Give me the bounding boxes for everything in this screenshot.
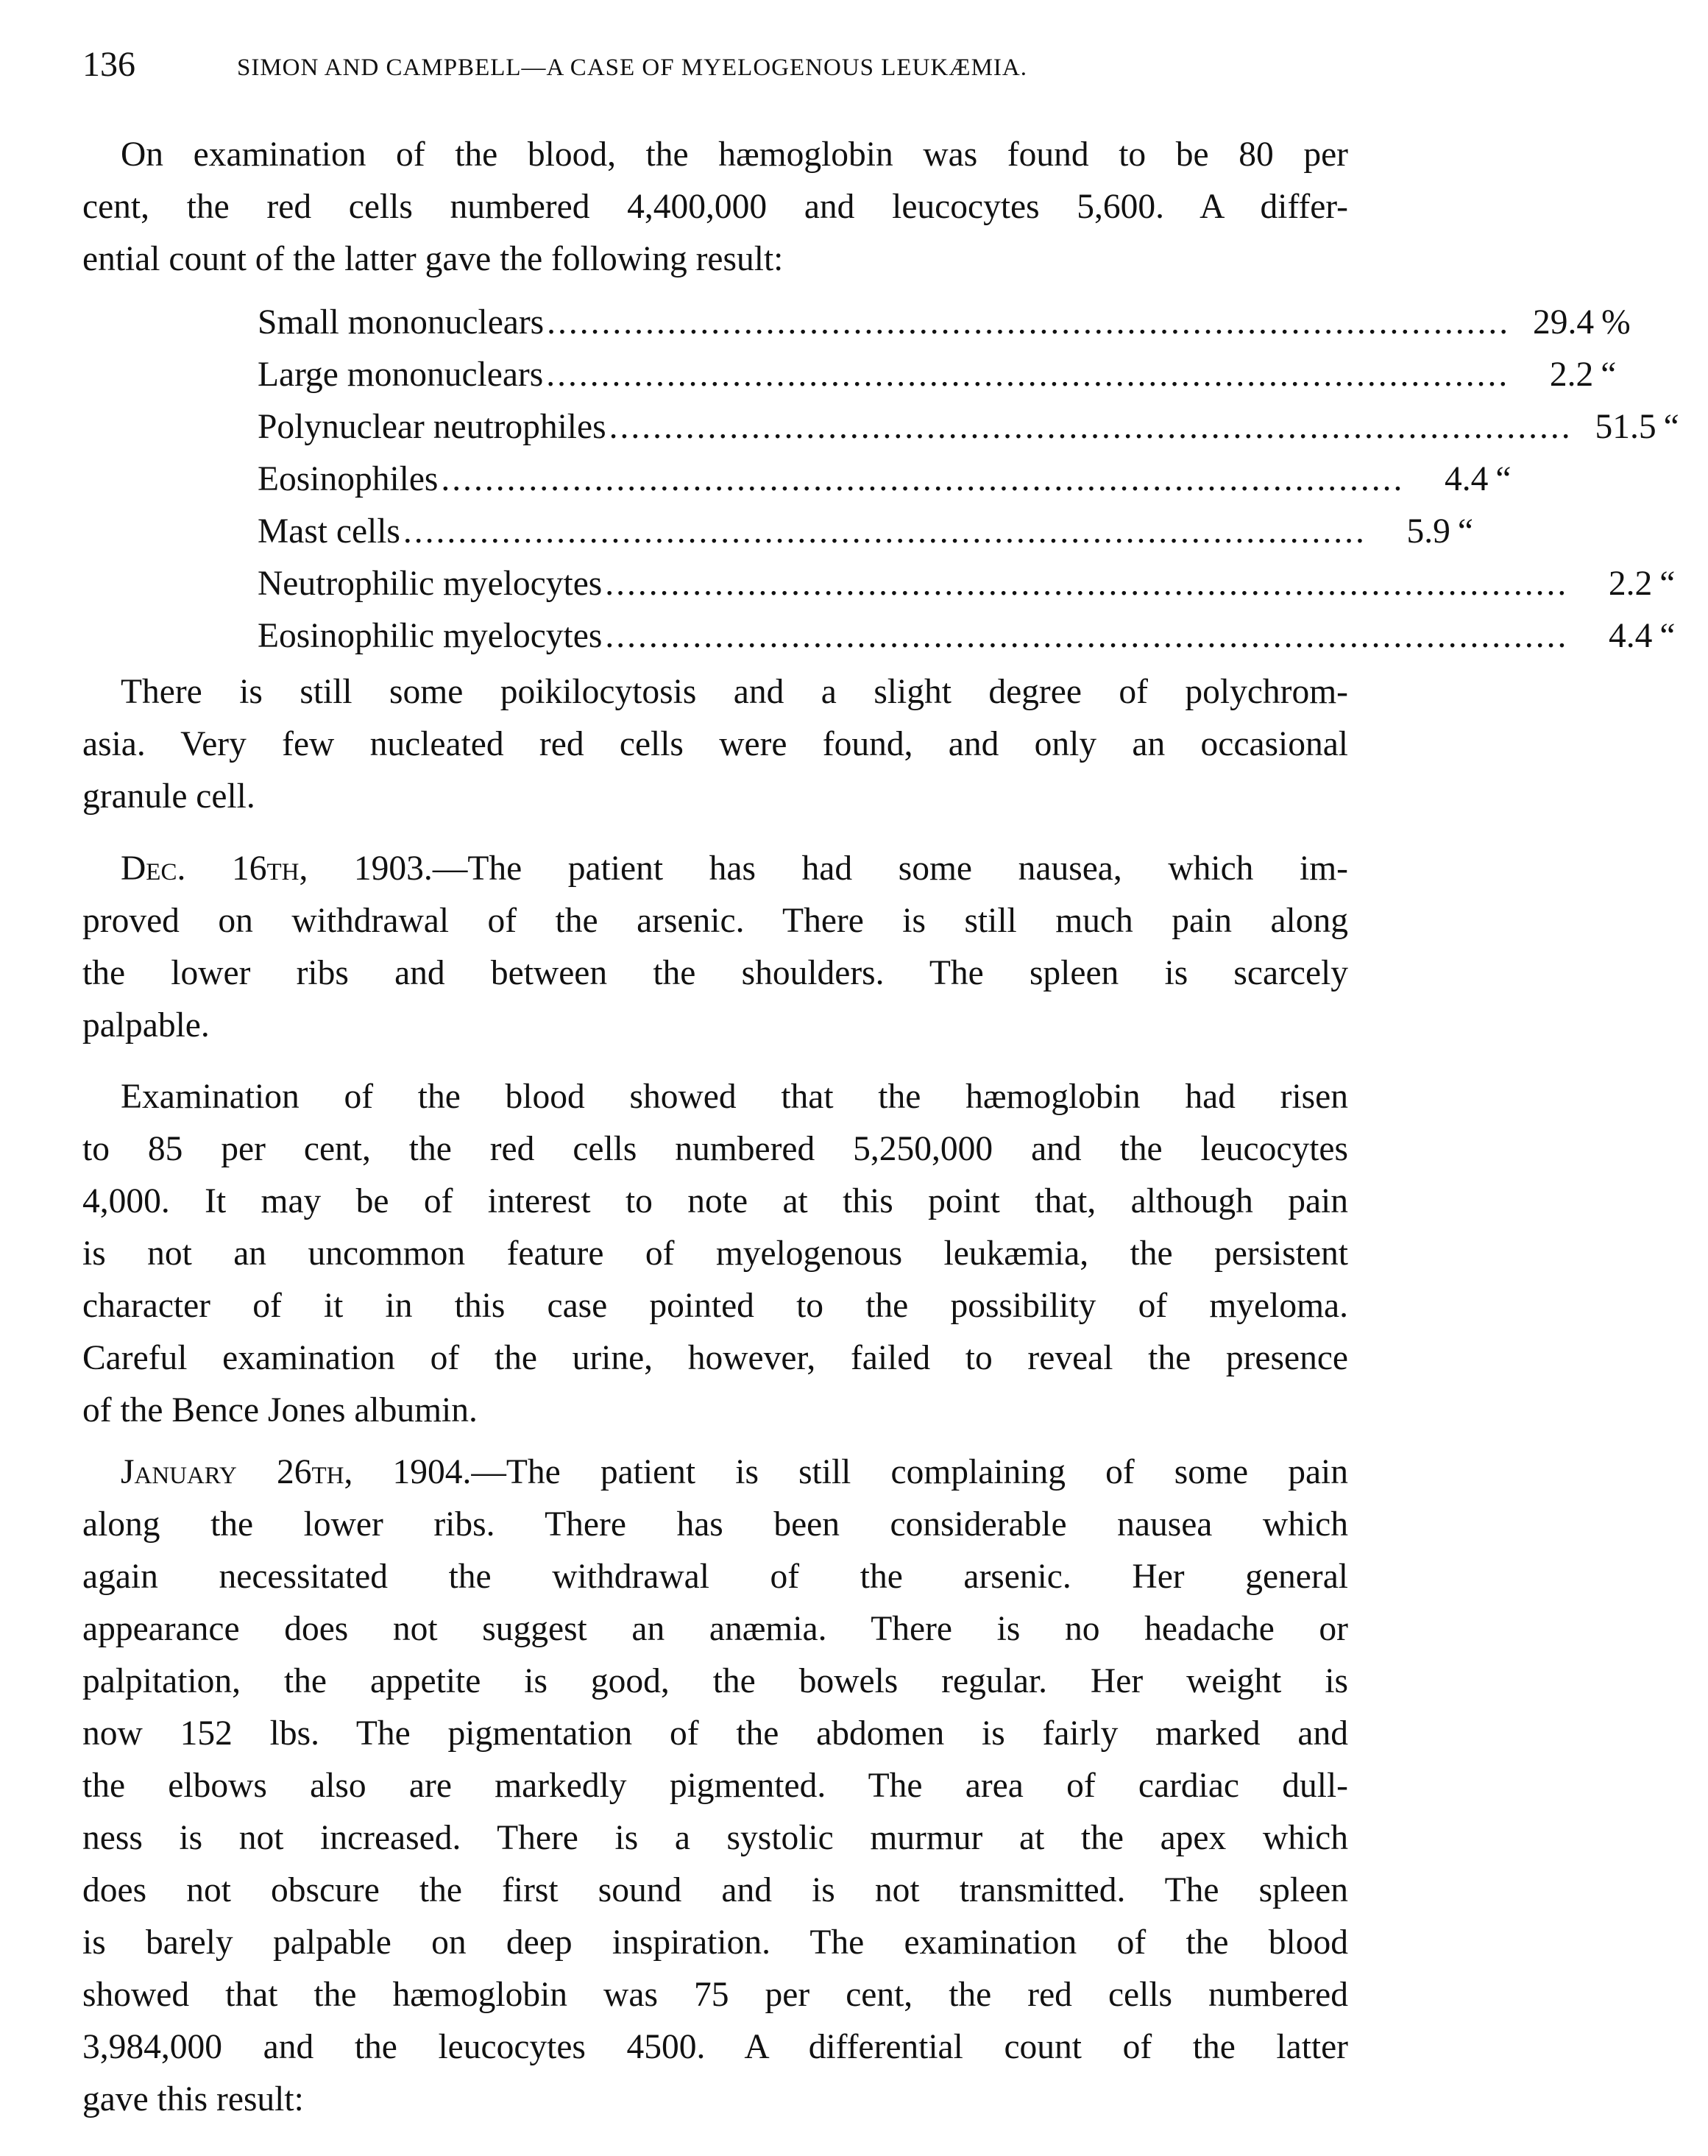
text-line: 3,984,000 and the leucocytes 4500. A differential count of the latter bbox=[82, 2028, 1348, 2066]
table-row bbox=[258, 401, 1679, 453]
percentage-value: 4.4 bbox=[1445, 460, 1489, 498]
ditto-mark: “ bbox=[1601, 356, 1617, 394]
percentage-value: 4.4 bbox=[1608, 617, 1653, 655]
text-line: cent, the red cells numbered 4,400,000 and leucocytes 5,600. A differ- bbox=[82, 188, 1348, 226]
ditto-mark: “ bbox=[1659, 617, 1676, 655]
dot-leader: ........................................................................................ bbox=[605, 565, 1569, 603]
text-line: the elbows also are markedly pigmented. The area of cardiac dull- bbox=[82, 1767, 1348, 1805]
ditto-mark: “ bbox=[1457, 512, 1474, 551]
percentage-value: 2.2 bbox=[1608, 565, 1653, 603]
ditto-mark: “ bbox=[1663, 408, 1679, 446]
text-line: ness is not increased. There is a systolic murmur at the apex which bbox=[82, 1819, 1348, 1857]
text-line: is barely palpable on deep inspiration. The examination of the blood bbox=[82, 1923, 1348, 1962]
cell-type-label: Eosinophilic myelocytes bbox=[258, 617, 603, 655]
paragraph-blood-exam-intro bbox=[82, 129, 1348, 286]
percentage-value: 2.2 bbox=[1549, 356, 1594, 394]
text-line: asia. Very few nucleated red cells were found, and only an occasional bbox=[82, 725, 1348, 763]
text-line: Examination of the blood showed that the hæmoglobin had risen bbox=[121, 1078, 1348, 1116]
text-line: There is still some poikilocytosis and a slight degree of polychrom- bbox=[121, 673, 1348, 711]
paragraph-blood-reexam bbox=[82, 1071, 1348, 1437]
paragraph-jan-1904 bbox=[82, 1446, 1348, 2126]
cell-type-label: Mast cells bbox=[258, 512, 400, 551]
text-line: gave this result: bbox=[82, 2080, 304, 2118]
text-line: proved on withdrawal of the arsenic. There is still much pain along bbox=[82, 902, 1348, 940]
text-line: of the Bence Jones albumin. bbox=[82, 1391, 478, 1429]
ditto-mark: “ bbox=[1495, 460, 1512, 498]
dot-leader: ........................................................................................ bbox=[547, 303, 1511, 342]
table-row bbox=[258, 349, 1617, 401]
percentage-value: 29.4 bbox=[1533, 303, 1595, 342]
dot-leader: ........................................................................................ bbox=[605, 617, 1569, 655]
text-line: Careful examination of the urine, however, failed to reveal the presence bbox=[82, 1339, 1348, 1377]
table-row bbox=[258, 558, 1676, 610]
paragraph-poikilocytosis bbox=[82, 666, 1348, 823]
running-title: SIMON AND CAMPBELL—A CASE OF MYELOGENOUS LEUKÆMIA. bbox=[237, 54, 1027, 81]
entry-text: —The patient has had some nausea, which im- bbox=[432, 849, 1348, 888]
text-line: showed that the hæmoglobin was 75 per cent, the red cells numbered bbox=[82, 1976, 1348, 2014]
text-line: again necessitated the withdrawal of the arsenic. Her general bbox=[82, 1558, 1348, 1596]
text-line bbox=[82, 843, 1348, 895]
entry-date: Dec. 16th, 1903. bbox=[121, 849, 433, 888]
differential-count-table bbox=[258, 297, 1679, 662]
text-line: 4,000. It may be of interest to note at this point that, although pain bbox=[82, 1182, 1348, 1220]
text-line: does not obscure the first sound and is not transmitted. The spleen bbox=[82, 1871, 1348, 1909]
running-header bbox=[82, 43, 1348, 87]
text-line: character of it in this case pointed to the possibility of myeloma. bbox=[82, 1287, 1348, 1325]
text-line: to 85 per cent, the red cells numbered 5,250,000 and the leucocytes bbox=[82, 1130, 1348, 1168]
cell-type-label: Large mononuclears bbox=[258, 356, 544, 394]
table-row bbox=[258, 453, 1512, 506]
dot-leader: ........................................................................................ bbox=[441, 460, 1405, 498]
text-line bbox=[82, 1446, 1348, 1499]
percent-sign: % bbox=[1601, 303, 1631, 342]
text-line: granule cell. bbox=[82, 777, 255, 816]
entry-text: —The patient is still complaining of some pain bbox=[471, 1453, 1348, 1491]
percentage-value: 51.5 bbox=[1595, 408, 1656, 446]
cell-type-label: Neutrophilic myelocytes bbox=[258, 565, 603, 603]
text-line: On examination of the blood, the hæmoglobin was found to be 80 per bbox=[121, 135, 1348, 174]
cell-type-label: Small mononuclears bbox=[258, 303, 545, 342]
text-line: palpitation, the appetite is good, the bowels regular. Her weight is bbox=[82, 1662, 1348, 1700]
dot-leader: ........................................................................................ bbox=[546, 356, 1510, 394]
table-row bbox=[258, 297, 1631, 349]
text-line: palpable. bbox=[82, 1006, 210, 1045]
ditto-mark: “ bbox=[1659, 565, 1676, 603]
text-line: ential count of the latter gave the following result: bbox=[82, 240, 784, 278]
dot-leader: ........................................................................................ bbox=[609, 408, 1573, 446]
page-number: 136 bbox=[82, 45, 135, 84]
text-line: is not an uncommon feature of myelogenous leukæmia, the persistent bbox=[82, 1234, 1348, 1273]
cell-type-label: Eosinophiles bbox=[258, 460, 439, 498]
text-line: appearance does not suggest an anæmia. There is no headache or bbox=[82, 1610, 1348, 1648]
text-line: along the lower ribs. There has been considerable nausea which bbox=[82, 1505, 1348, 1544]
entry-date: January 26th, 1904. bbox=[121, 1453, 472, 1491]
percentage-value: 5.9 bbox=[1406, 512, 1450, 551]
text-line: now 152 lbs. The pigmentation of the abdomen is fairly marked and bbox=[82, 1714, 1348, 1753]
text-line: the lower ribs and between the shoulders. The spleen is scarcely bbox=[82, 954, 1348, 992]
dot-leader: ........................................................................................ bbox=[403, 512, 1367, 551]
paragraph-dec-1903 bbox=[82, 843, 1348, 1052]
table-row bbox=[258, 610, 1676, 662]
table-row bbox=[258, 506, 1474, 558]
cell-type-label: Polynuclear neutrophiles bbox=[258, 408, 606, 446]
